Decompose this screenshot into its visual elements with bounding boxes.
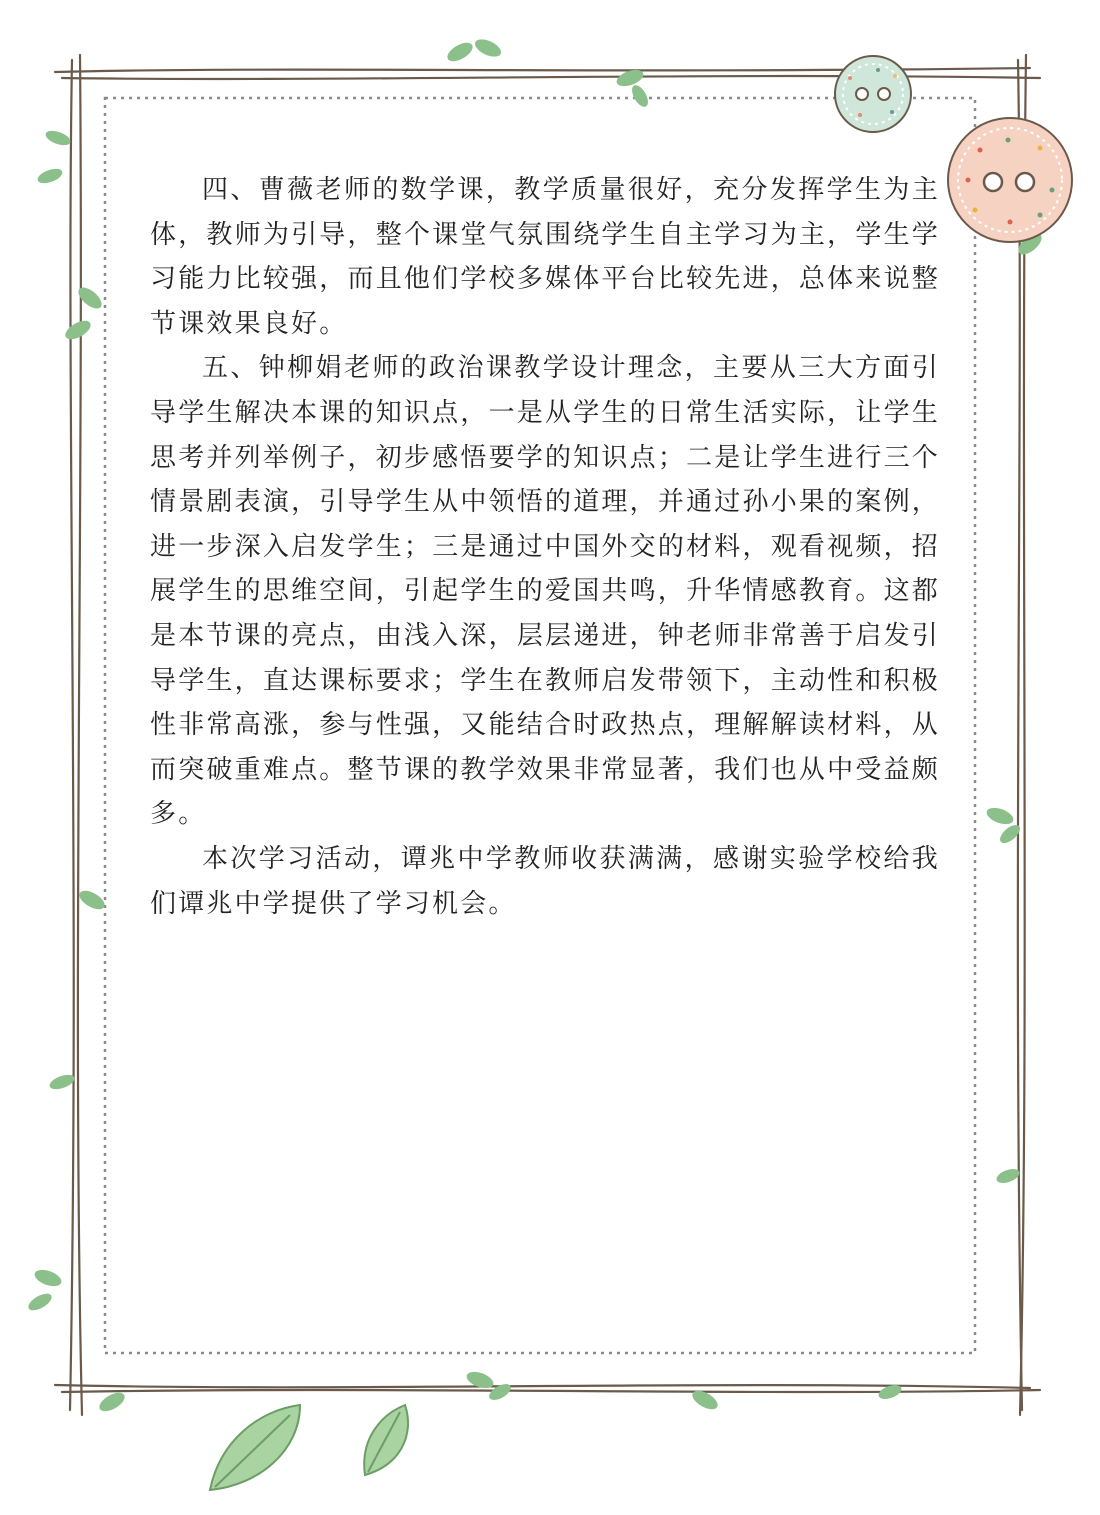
leaf-icon — [32, 1267, 63, 1290]
leaf-icon — [96, 1389, 127, 1415]
pink-button-decoration — [948, 118, 1072, 242]
leaf-icon — [62, 317, 93, 343]
leaf-icon — [995, 1166, 1022, 1185]
document-body — [150, 168, 940, 926]
paragraph-politics-lesson: 五、钟柳娟老师的政治课教学设计理念，主要从三大方面引导学生解决本课的知识点，一是从学生的日常生活实际，让学生思考并列举例子，初步感悟要学的知识点；二是让学生进行三个情景剧表演，引导学生从中领悟的道理，并通过孙小果的案例，进一步深入启发学生；三是通过中国外交的材料，观看视频，招展学生的思维空间，引起学生的爱国共鸣，升华情感教育。这都是本节课的亮点，由浅入深，层层递进，钟老师非常善于启发引导学生，直达课标要求；学生在教师启发带领下，主动性和积极性非常高涨，参与性强，又能结合时政热点，理解解读材料，从而突破重难点。整节课的教学效果非常显著，我们也从中受益颇多。 — [150, 353, 940, 830]
leaf-icon — [26, 1290, 55, 1313]
leaf-icon — [984, 805, 1015, 828]
leaf-icon — [629, 83, 651, 110]
leaf-icon — [76, 887, 107, 913]
leaf-icon — [472, 36, 503, 61]
leaf-icon — [36, 166, 65, 186]
leaf-icon — [464, 1369, 495, 1392]
leaf-icon — [444, 39, 475, 65]
paragraph-math-lesson: 四、曹薇老师的数学课，教学质量很好，充分发挥学生为主体，教师为引导，整个课堂气氛围绕学生自主学习为主，学生学习能力比较强，而且他们学校多媒体平台比较先进，总体来说整节课效果良好。 — [150, 175, 940, 339]
paragraph-conclusion: 本次学习活动，谭兆中学教师收获满满，感谢实验学校给我们谭兆中学提供了学习机会。 — [150, 843, 940, 919]
leaf-icon — [48, 1072, 77, 1092]
leaf-icon — [75, 284, 105, 313]
leaf-icon — [997, 822, 1023, 847]
green-button-decoration — [835, 56, 911, 132]
leaf-icon — [44, 128, 73, 148]
